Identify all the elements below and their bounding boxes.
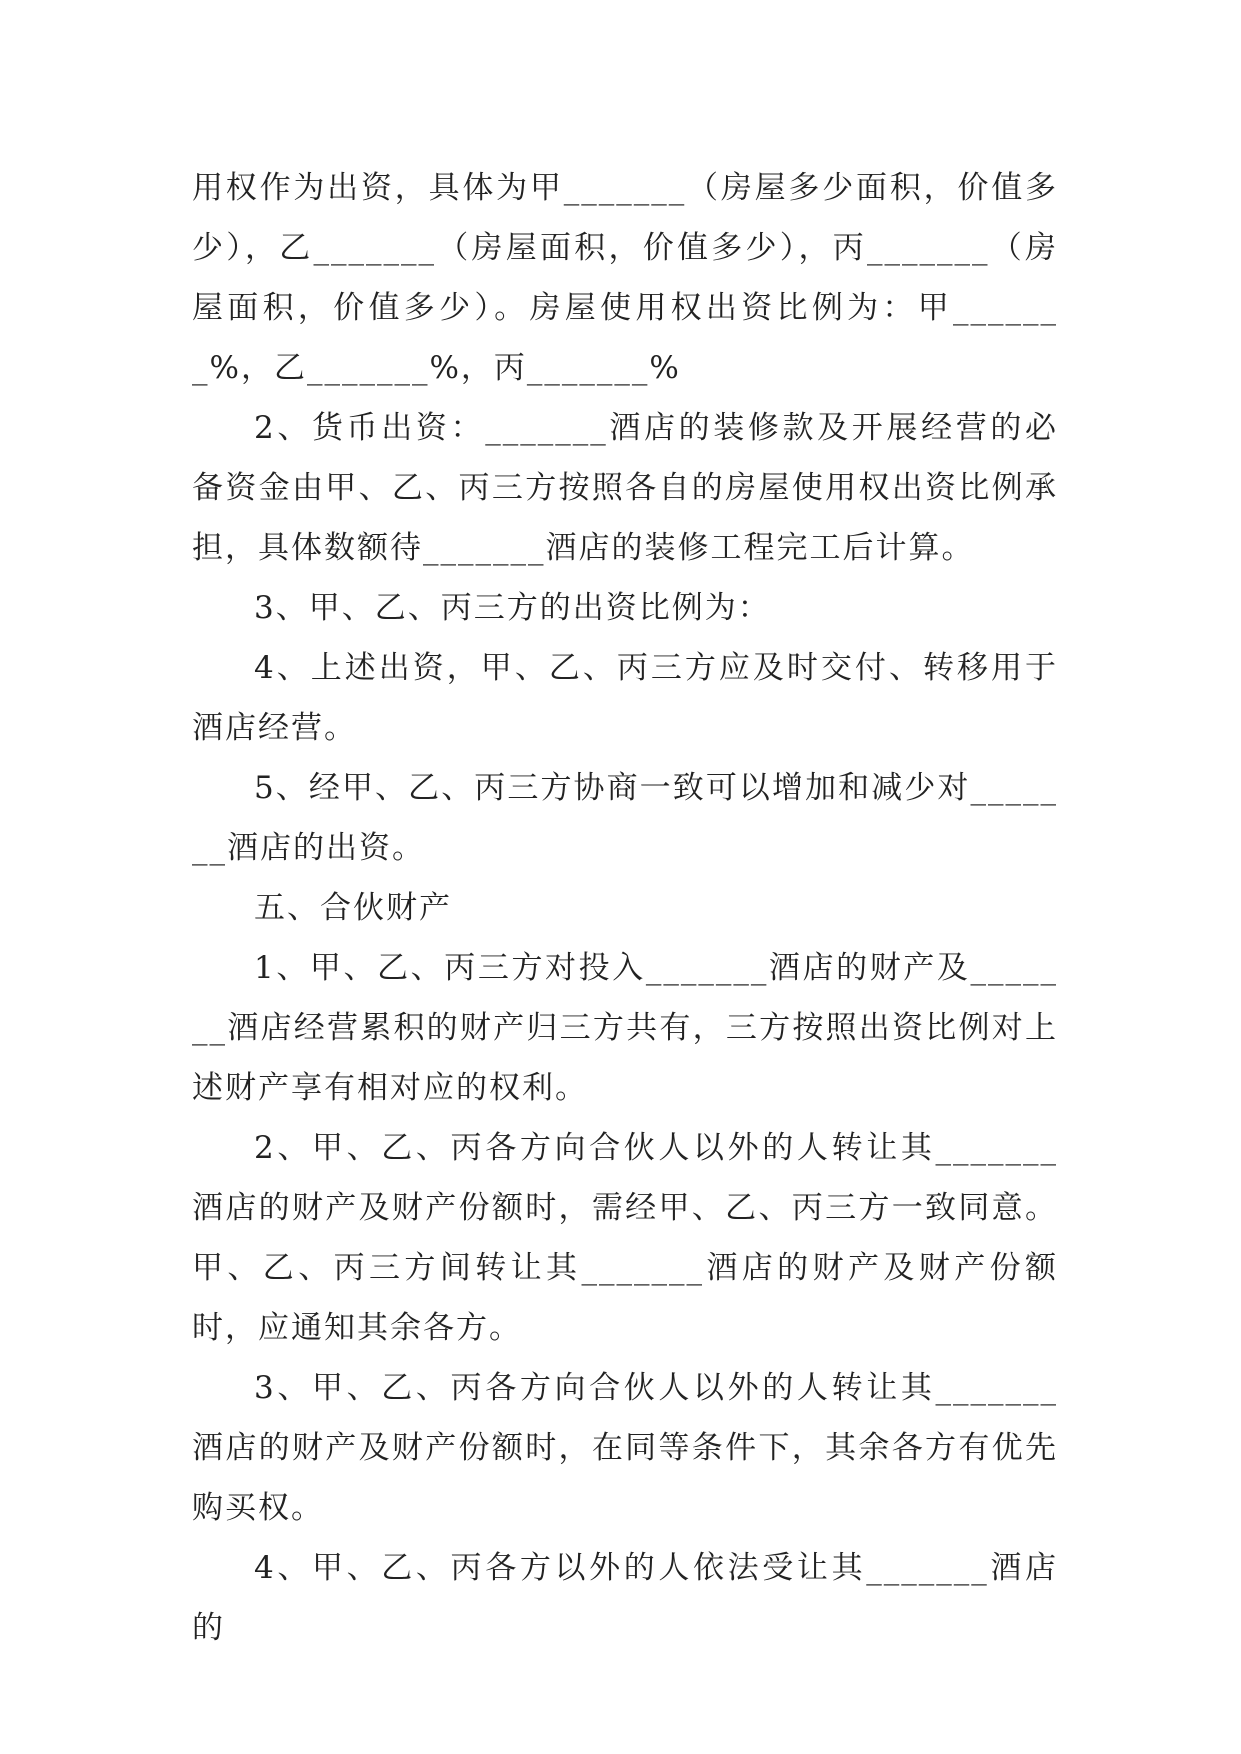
paragraph-transfer-consent: 2、甲、乙、丙各方向合伙人以外的人转让其_______酒店的财产及财产份额时，需经甲、乙、丙三方一致同意。甲、乙、丙三方间转让其_______酒店的财产及财产份额时，应通知其余各方。 bbox=[192, 1130, 1058, 1346]
section-heading-partnership-property: 五、合伙财产 bbox=[254, 890, 452, 926]
document-body bbox=[192, 158, 1058, 1658]
paragraph-increase-decrease: 5、经甲、乙、丙三方协商一致可以增加和减少对_______酒店的出资。 bbox=[192, 770, 1058, 866]
paragraph-preemptive-right: 3、甲、乙、丙各方向合伙人以外的人转让其_______酒店的财产及财产份额时，在同等条件下，其余各方有优先购买权。 bbox=[192, 1370, 1058, 1526]
paragraph-monetary-contribution: 2、货币出资：_______酒店的装修款及开展经营的必备资金由甲、乙、丙三方按照各自的房屋使用权出资比例承担，具体数额待_______酒店的装修工程完工后计算。 bbox=[192, 410, 1058, 566]
paragraph-timely-delivery: 4、上述出资，甲、乙、丙三方应及时交付、转移用于酒店经营。 bbox=[192, 650, 1058, 746]
paragraph-capital-house-use-right: 用权作为出资，具体为甲_______（房屋多少面积，价值多少），乙_______（房屋面积，价值多少），丙_______（房屋面积，价值多少）。房屋使用权出资比例为：甲_______%，乙_______%，丙_______% bbox=[192, 170, 1058, 386]
paragraph-lawful-transferee: 4、甲、乙、丙各方以外的人依法受让其_______酒店的 bbox=[192, 1550, 1058, 1646]
paragraph-joint-property: 1、甲、乙、丙三方对投入_______酒店的财产及_______酒店经营累积的财产归三方共有，三方按照出资比例对上述财产享有相对应的权利。 bbox=[192, 950, 1058, 1106]
paragraph-contribution-ratio: 3、甲、乙、丙三方的出资比例为： bbox=[254, 590, 771, 626]
